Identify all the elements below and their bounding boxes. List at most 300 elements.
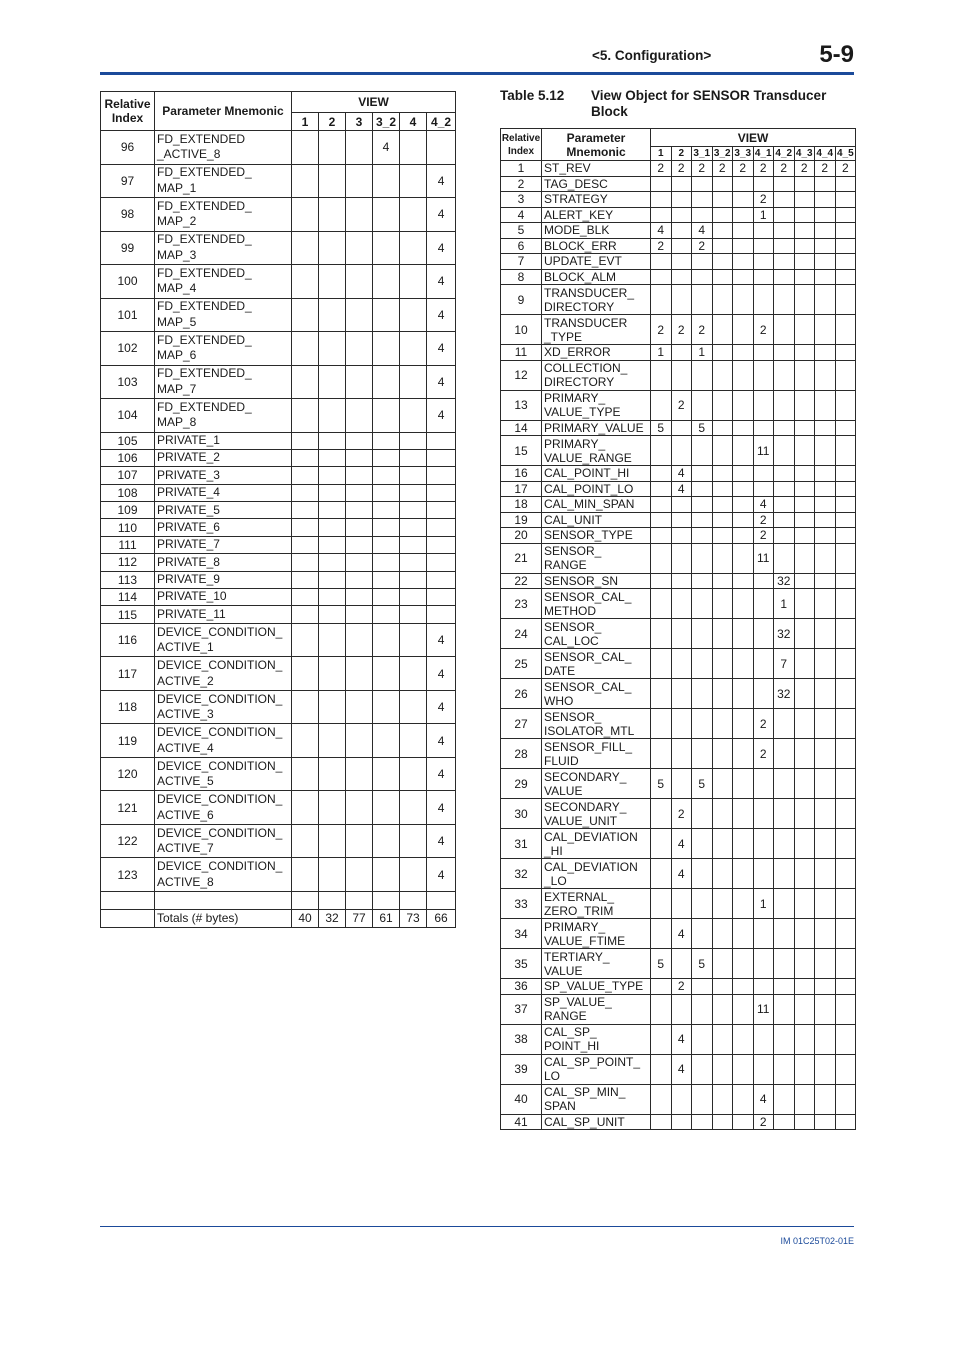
view-value-cell [692, 739, 713, 769]
view-value-cell [400, 724, 427, 758]
view-value-cell [835, 1054, 856, 1084]
parameter-mnemonic-cell: FD_EXTENDED_ MAP_1 [155, 164, 292, 198]
parameter-mnemonic-cell: TERTIARY_ VALUE [542, 949, 651, 979]
view-value-cell [774, 859, 795, 889]
relative-index-cell: 22 [501, 573, 542, 589]
relative-index-cell: 117 [101, 657, 155, 691]
relative-index-cell: 27 [501, 709, 542, 739]
view-header-3: 3 [346, 113, 373, 131]
view-value-cell [815, 238, 836, 254]
view-value-cell [671, 889, 692, 919]
view-value-cell [400, 606, 427, 623]
parameter-mnemonic-cell: SENSOR_SN [542, 573, 651, 589]
view-value-cell [774, 528, 795, 544]
view-value-cell [651, 799, 672, 829]
view-value-cell [692, 543, 713, 573]
view-value-cell [753, 979, 774, 995]
view-value-cell [319, 399, 346, 433]
view-value-cell [835, 859, 856, 889]
relative-index-cell: 116 [101, 623, 155, 657]
view-value-cell [319, 824, 346, 858]
table-row [501, 512, 856, 528]
parameter-mnemonic-cell: PRIMARY_VALUE [542, 420, 651, 436]
view-value-cell [835, 949, 856, 979]
table-row [501, 649, 856, 679]
table-row [501, 161, 856, 177]
relative-index-cell: 100 [101, 265, 155, 299]
view-value-cell [292, 589, 319, 606]
view-value-cell [373, 623, 400, 657]
view-value-cell [651, 589, 672, 619]
parameter-mnemonic-cell: CAL_POINT_LO [542, 481, 651, 497]
view-value-cell [671, 223, 692, 239]
table-row [501, 589, 856, 619]
view-value-cell [427, 131, 456, 165]
view-value-cell [373, 791, 400, 825]
view-value-cell [794, 573, 815, 589]
view-value-cell [692, 649, 713, 679]
view-value-cell [346, 332, 373, 366]
view-value-cell [733, 528, 754, 544]
view-value-cell [835, 739, 856, 769]
view-value-cell [815, 1054, 836, 1084]
view-value-cell [692, 1054, 713, 1084]
parameter-mnemonic-cell: EXTERNAL_ ZERO_TRIM [542, 889, 651, 919]
view-value-cell [292, 791, 319, 825]
table-row [101, 484, 456, 501]
view-value-cell [835, 512, 856, 528]
parameter-mnemonic-cell: BLOCK_ALM [542, 269, 651, 285]
relative-index-cell: 98 [101, 198, 155, 232]
parameter-mnemonic-cell: CAL_POINT_HI [542, 466, 651, 482]
view-value-cell: 4 [692, 223, 713, 239]
parameter-mnemonic-cell [155, 891, 292, 909]
view-value-cell [835, 573, 856, 589]
relative-index-cell: 35 [501, 949, 542, 979]
view-value-cell [427, 449, 456, 466]
relative-index-cell: 2 [501, 176, 542, 192]
view-value-cell [774, 436, 795, 466]
view-value-cell [835, 679, 856, 709]
relative-index-cell: 6 [501, 238, 542, 254]
view-value-cell [292, 690, 319, 724]
view-value-cell [733, 769, 754, 799]
view-value-cell [373, 858, 400, 892]
header-rule [100, 72, 854, 75]
view-value-cell [733, 390, 754, 420]
view-value-cell [753, 360, 774, 390]
view-value-cell [400, 519, 427, 536]
parameter-mnemonic-cell: DEVICE_CONDITION_ ACTIVE_4 [155, 724, 292, 758]
relative-index-cell: 1 [501, 161, 542, 177]
left-view-table [100, 91, 456, 928]
view-value-cell [753, 919, 774, 949]
view-value-cell [651, 192, 672, 208]
table-row [501, 207, 856, 223]
parameter-mnemonic-cell: DEVICE_CONDITION_ ACTIVE_2 [155, 657, 292, 691]
view-value-cell [692, 979, 713, 995]
view-value-cell [373, 198, 400, 232]
table-row [101, 399, 456, 433]
view-value-cell [692, 254, 713, 270]
parameter-mnemonic-cell: SP_VALUE_TYPE [542, 979, 651, 995]
view-value-cell [651, 739, 672, 769]
relative-index-cell: 119 [101, 724, 155, 758]
parameter-mnemonic-cell: Totals (# bytes) [155, 909, 292, 927]
view-value-cell [373, 690, 400, 724]
parameter-mnemonic-cell: STRATEGY [542, 192, 651, 208]
parameter-mnemonic-cell: SENSOR_FILL_ FLUID [542, 739, 651, 769]
view-value-cell [835, 254, 856, 270]
view-value-cell [774, 949, 795, 979]
table-row [101, 265, 456, 299]
view-value-cell [835, 889, 856, 919]
table-row [501, 1084, 856, 1114]
view-value-cell [815, 269, 836, 285]
view-value-cell: 1 [753, 889, 774, 919]
table-row [501, 390, 856, 420]
view-value-cell [712, 436, 733, 466]
view-value-cell [835, 619, 856, 649]
parameter-mnemonic-cell: PRIVATE_4 [155, 484, 292, 501]
view-value-cell [651, 1024, 672, 1054]
view-value-cell [692, 360, 713, 390]
view-value-cell [692, 390, 713, 420]
view-value-cell [815, 512, 836, 528]
view-value-cell [651, 1114, 672, 1130]
relative-index-cell: 104 [101, 399, 155, 433]
view-value-cell [794, 619, 815, 649]
view-value-cell [373, 332, 400, 366]
view-value-cell [774, 889, 795, 919]
parameter-mnemonic-cell: SENSOR_ RANGE [542, 543, 651, 573]
view-value-cell [712, 679, 733, 709]
view-value-cell [692, 481, 713, 497]
view-value-cell: 4 [753, 1084, 774, 1114]
view-value-cell [794, 360, 815, 390]
view-value-cell [671, 679, 692, 709]
view-value-cell [692, 589, 713, 619]
view-header-2: 2 [319, 113, 346, 131]
view-value-cell [651, 994, 672, 1024]
view-value-cell [815, 390, 836, 420]
view-value-cell [712, 859, 733, 889]
view-value-cell [733, 436, 754, 466]
view-value-cell [733, 589, 754, 619]
view-value-cell [400, 432, 427, 449]
view-header-4-1: 4_1 [754, 148, 772, 159]
view-value-cell [835, 543, 856, 573]
view-value-cell [794, 799, 815, 829]
view-value-cell [712, 739, 733, 769]
view-value-cell [794, 207, 815, 223]
view-value-cell [671, 573, 692, 589]
view-value-cell [373, 536, 400, 553]
view-value-cell [712, 1114, 733, 1130]
view-value-cell [794, 466, 815, 482]
table-row [501, 345, 856, 361]
relative-index-cell: 113 [101, 571, 155, 588]
table-title: View Object for SENSOR Transducer Block [591, 88, 827, 119]
view-value-cell [733, 543, 754, 573]
view-value-cell [346, 657, 373, 691]
view-value-cell [774, 1084, 795, 1114]
view-value-cell [774, 269, 795, 285]
parameter-mnemonic-cell: FD_EXTENDED_ MAP_7 [155, 365, 292, 399]
view-value-cell [815, 207, 836, 223]
view-value-cell: 11 [753, 436, 774, 466]
view-value-cell [319, 623, 346, 657]
view-value-cell [815, 420, 836, 436]
view-value-cell: 4 [427, 198, 456, 232]
table-row [501, 528, 856, 544]
view-value-cell [835, 799, 856, 829]
view-value-cell [794, 315, 815, 345]
view-value-cell [835, 979, 856, 995]
view-value-cell [671, 420, 692, 436]
relative-index-cell: 41 [501, 1114, 542, 1130]
view-value-cell [733, 269, 754, 285]
view-value-cell: 2 [712, 161, 733, 177]
view-value-cell [733, 207, 754, 223]
relative-index-cell: 99 [101, 231, 155, 265]
view-value-cell [373, 432, 400, 449]
view-value-cell [815, 497, 836, 513]
view-value-cell [671, 543, 692, 573]
view-value-cell [292, 891, 319, 909]
relative-index-cell: 13 [501, 390, 542, 420]
relative-index-cell: 123 [101, 858, 155, 892]
view-value-cell [794, 223, 815, 239]
table-row [101, 909, 456, 927]
table-row [101, 858, 456, 892]
table-row [501, 1054, 856, 1084]
table-row [501, 497, 856, 513]
view-value-cell [774, 979, 795, 995]
view-value-cell [753, 223, 774, 239]
view-value-cell [671, 1114, 692, 1130]
table-row [101, 432, 456, 449]
relative-index-cell: 25 [501, 649, 542, 679]
footer-rule [100, 1226, 854, 1227]
view-value-cell [774, 238, 795, 254]
view-value-cell [400, 536, 427, 553]
view-value-cell [835, 528, 856, 544]
view-value-cell [671, 360, 692, 390]
view-value-cell: 1 [774, 589, 795, 619]
view-value-cell [427, 467, 456, 484]
view-value-cell [733, 176, 754, 192]
view-value-cell [835, 420, 856, 436]
view-value-cell [815, 1114, 836, 1130]
view-value-cell [346, 623, 373, 657]
view-value-cell [794, 269, 815, 285]
view-value-cell: 4 [427, 265, 456, 299]
relative-index-cell: 34 [501, 919, 542, 949]
parameter-mnemonic-cell: PRIVATE_6 [155, 519, 292, 536]
view-value-cell [733, 709, 754, 739]
view-value-cell [774, 315, 795, 345]
view-value-cell [400, 198, 427, 232]
view-value-cell [794, 285, 815, 315]
view-value-cell [692, 919, 713, 949]
view-value-cell [346, 554, 373, 571]
view-value-cell [712, 889, 733, 919]
view-value-cell [712, 799, 733, 829]
view-header-3-2: 3_2 [373, 113, 400, 131]
view-value-cell [400, 484, 427, 501]
view-value-cell [712, 497, 733, 513]
view-value-cell [753, 829, 774, 859]
parameter-mnemonic-cell: COLLECTION_ DIRECTORY [542, 360, 651, 390]
relative-index-cell: 4 [501, 207, 542, 223]
table-row [101, 365, 456, 399]
view-value-cell [692, 466, 713, 482]
view-value-cell [400, 265, 427, 299]
view-value-cell [319, 606, 346, 623]
view-value-cell: 2 [651, 315, 672, 345]
view-value-cell: 4 [427, 231, 456, 265]
view-value-cell [794, 420, 815, 436]
view-value-cell [774, 739, 795, 769]
view-value-cell [733, 1114, 754, 1130]
view-value-cell: 2 [671, 799, 692, 829]
view-value-cell [692, 192, 713, 208]
view-value-cell [671, 497, 692, 513]
view-value-cell [774, 176, 795, 192]
table-row [101, 536, 456, 553]
view-value-cell [346, 365, 373, 399]
view-value-cell [774, 512, 795, 528]
view-value-cell [319, 891, 346, 909]
view-value-cell [292, 399, 319, 433]
view-value-cell [400, 164, 427, 198]
view-value-cell [774, 192, 795, 208]
table-row [501, 543, 856, 573]
view-value-cell [733, 799, 754, 829]
view-value-cell [346, 891, 373, 909]
col-header-view: VIEW [651, 129, 856, 147]
view-value-cell: 2 [692, 161, 713, 177]
view-value-cell [794, 436, 815, 466]
view-value-cell [651, 207, 672, 223]
view-value-cell [733, 1024, 754, 1054]
view-value-cell [651, 285, 672, 315]
table-row [101, 164, 456, 198]
table-row [101, 606, 456, 623]
table-row [501, 619, 856, 649]
view-value-cell [319, 198, 346, 232]
view-value-cell [733, 315, 754, 345]
view-value-cell [671, 949, 692, 979]
view-value-cell [692, 679, 713, 709]
view-value-cell [712, 420, 733, 436]
view-header-1: 1 [651, 147, 672, 161]
view-value-cell: 2 [671, 390, 692, 420]
relative-index-cell: 11 [501, 345, 542, 361]
relative-index-cell: 40 [501, 1084, 542, 1114]
view-value-cell [373, 164, 400, 198]
view-value-cell [346, 298, 373, 332]
view-value-cell [319, 231, 346, 265]
view-header-3-1: 3_1 [693, 148, 711, 159]
view-value-cell [292, 536, 319, 553]
view-value-cell [835, 649, 856, 679]
view-value-cell [815, 315, 836, 345]
relative-index-cell: 122 [101, 824, 155, 858]
table-row [501, 1114, 856, 1130]
view-value-cell [733, 223, 754, 239]
parameter-mnemonic-cell: SENSOR_CAL_ METHOD [542, 589, 651, 619]
view-value-cell [319, 690, 346, 724]
view-value-cell [346, 536, 373, 553]
view-value-cell: 2 [651, 161, 672, 177]
parameter-mnemonic-cell: PRIMARY_ VALUE_RANGE [542, 436, 651, 466]
view-value-cell [671, 709, 692, 739]
view-value-cell [733, 994, 754, 1024]
view-value-cell [712, 1024, 733, 1054]
view-value-cell [692, 207, 713, 223]
relative-index-cell: 96 [101, 131, 155, 165]
view-value-cell: 2 [753, 709, 774, 739]
table-row [101, 571, 456, 588]
view-value-cell [815, 543, 836, 573]
parameter-mnemonic-cell: FD_EXTENDED_ MAP_8 [155, 399, 292, 433]
col-header-view: VIEW [292, 92, 456, 113]
view-value-cell [774, 1054, 795, 1084]
table-row [501, 192, 856, 208]
view-value-cell [712, 238, 733, 254]
view-value-cell [712, 589, 733, 619]
view-value-cell [400, 757, 427, 791]
view-value-cell [346, 519, 373, 536]
view-value-cell [835, 481, 856, 497]
view-value-cell [427, 606, 456, 623]
relative-index-cell: 19 [501, 512, 542, 528]
relative-index-cell: 5 [501, 223, 542, 239]
view-value-cell: 4 [753, 497, 774, 513]
table-row [101, 198, 456, 232]
view-value-cell [692, 528, 713, 544]
parameter-mnemonic-cell: TRANSDUCER _TYPE [542, 315, 651, 345]
table-row [501, 269, 856, 285]
relative-index-cell: 18 [501, 497, 542, 513]
view-value-cell [753, 254, 774, 270]
view-value-cell [346, 690, 373, 724]
view-value-cell [712, 481, 733, 497]
view-value-cell [400, 449, 427, 466]
view-value-cell [835, 436, 856, 466]
table-row [501, 238, 856, 254]
view-value-cell [835, 315, 856, 345]
view-value-cell [692, 1114, 713, 1130]
view-value-cell [427, 519, 456, 536]
view-value-cell [794, 859, 815, 889]
relative-index-cell: 32 [501, 859, 542, 889]
col-header-parameter-mnemonic: Parameter Mnemonic [155, 92, 292, 131]
view-value-cell [400, 467, 427, 484]
view-value-cell [651, 979, 672, 995]
view-value-cell [651, 1054, 672, 1084]
view-header-4: 4 [400, 113, 427, 131]
view-value-cell [373, 365, 400, 399]
view-value-cell [815, 859, 836, 889]
view-value-cell [346, 589, 373, 606]
view-header-3-2: 3_2 [713, 148, 731, 159]
parameter-mnemonic-cell: SENSOR_ ISOLATOR_MTL [542, 709, 651, 739]
section-title: <5. Configuration> [592, 48, 712, 63]
view-value-cell [346, 757, 373, 791]
